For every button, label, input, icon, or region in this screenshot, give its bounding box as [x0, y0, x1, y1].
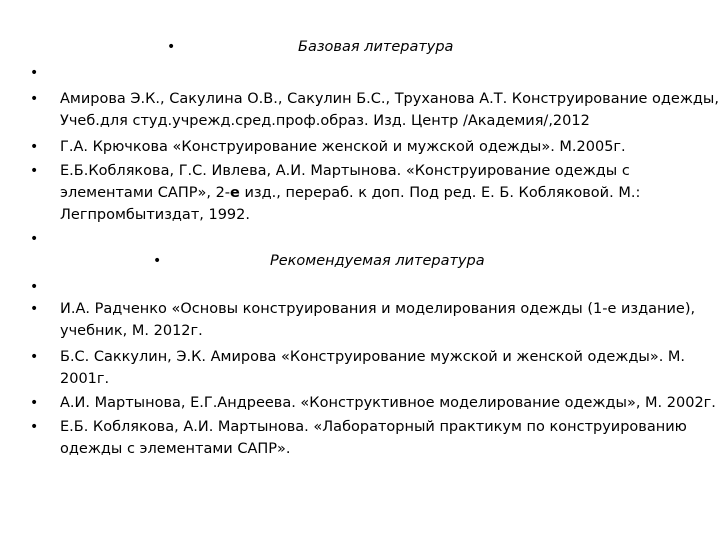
text-line: Е.Б.Коблякова, Г.С. Ивлева, А.И. Мартынова. «Конструирование одежды с — [60, 163, 630, 179]
text-line: Легпромбытиздат, 1992. — [60, 207, 250, 223]
text-line — [60, 182, 710, 204]
bullet: • — [153, 253, 162, 269]
basic-item-1-text — [60, 88, 719, 132]
text-line: Е.Б. Коблякова, А.И. Мартынова. «Лабораторный практикум по конструированию — [60, 419, 687, 435]
text-line: учебник, М. 2012г. — [60, 323, 203, 339]
recommended-heading: Рекомендуемая литература — [270, 253, 485, 269]
text-line: А.И. Мартынова, Е.Г.Андреева. «Конструктивное моделирование одежды», М. 2002г. — [60, 395, 716, 411]
bullet: • — [30, 395, 39, 411]
bullet: • — [30, 65, 39, 81]
recommended-item-2-text — [60, 346, 710, 390]
text-line: Г.А. Крючкова «Конструирование женской и мужской одежды». М.2005г. — [60, 139, 626, 155]
bullet: • — [30, 279, 39, 295]
bullet: • — [30, 301, 39, 317]
basic-item-3-text — [60, 160, 710, 226]
basic-heading: Базовая литература — [298, 39, 454, 55]
recommended-item-3-text — [60, 392, 716, 414]
bullet: • — [30, 163, 39, 179]
text-fragment-bold: е — [230, 185, 240, 201]
text-line: 2001г. — [60, 371, 110, 387]
bullet: • — [30, 419, 39, 435]
recommended-item-4-text — [60, 416, 710, 460]
text-line: Б.С. Саккулин, Э.К. Амирова «Конструирование мужской и женской одежды». М. — [60, 349, 686, 365]
text-fragment: изд., перераб. к доп. Под ред. Е. Б. Кобляковой. М.: — [239, 185, 641, 201]
basic-item-2-text — [60, 136, 710, 158]
bullet: • — [30, 139, 39, 155]
text-fragment: элементами САПР», 2- — [60, 185, 231, 201]
bullet: • — [30, 349, 39, 365]
bullet: • — [167, 39, 176, 55]
text-line: Учеб.для студ.учрежд.сред.проф.образ. Изд. Центр /Академия/,2012 — [60, 113, 590, 129]
text-line: одежды с элементами САПР». — [60, 441, 291, 457]
text-line: Амирова Э.К., Сакулина О.В., Сакулин Б.С., Труханова А.Т. Конструирование одежды, — [60, 91, 719, 107]
text-line: И.А. Радченко «Основы конструирования и моделирования одежды (1-е издание), — [60, 301, 696, 317]
recommended-item-1-text — [60, 298, 710, 342]
bullet: • — [30, 231, 39, 247]
bullet: • — [30, 91, 39, 107]
